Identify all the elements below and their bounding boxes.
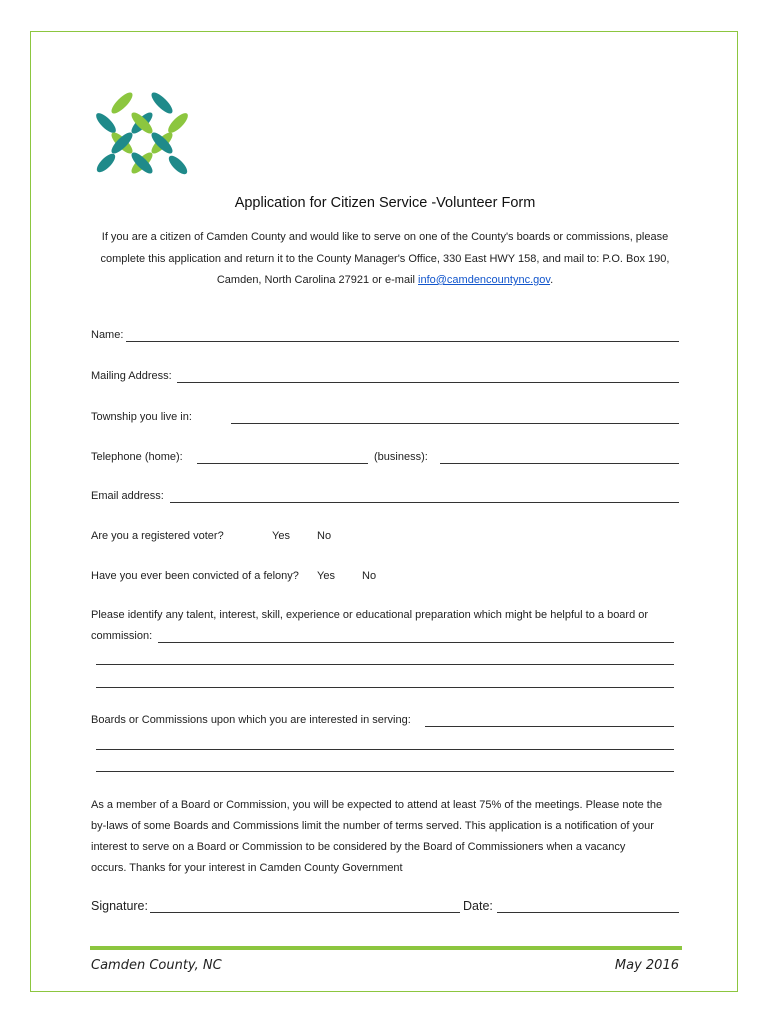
email-field[interactable] [170, 491, 679, 503]
telephone-home-field[interactable] [197, 452, 368, 464]
membership-notice [91, 795, 691, 879]
footer-rule [90, 946, 682, 950]
talent-label-line-1: Please identify any talent, interest, skill, experience or educational preparation which might be helpful to a board or [91, 609, 649, 621]
township-label: Township you live in: [91, 411, 192, 423]
talent-label-line-2: commission: [91, 630, 153, 642]
date-label: Date: [463, 899, 493, 913]
talent-field-line-3[interactable] [96, 676, 674, 688]
intro-line-3-end: . [550, 274, 554, 286]
telephone-home-label: Telephone (home): [91, 451, 183, 463]
footer-county: Camden County, NC [91, 958, 222, 973]
date-field[interactable] [497, 900, 679, 913]
notice-line-3: interest to serve on a Board or Commission to be considered by the Board of Commissioners when a vacancy [91, 841, 626, 853]
registered-voter-no[interactable]: No [317, 530, 332, 542]
intro-line-1: If you are a citizen of Camden County and would like to serve on one of the County's boards or commissions, please [101, 231, 669, 243]
boards-label: Boards or Commissions upon which you are interested in serving: [91, 714, 411, 726]
felony-no[interactable]: No [362, 570, 377, 582]
name-label: Name: [91, 329, 124, 341]
notice-line-1: As a member of a Board or Commission, you will be expected to attend at least 75% of the meetings. Please note the [91, 799, 663, 811]
mailing-address-label: Mailing Address: [91, 370, 172, 382]
intro-paragraph [85, 227, 685, 292]
intro-line-3-text: Camden, North Carolina 27921 or e-mail [216, 274, 419, 286]
email-label: Email address: [91, 490, 164, 502]
name-field[interactable] [126, 330, 679, 342]
talent-field-line-2[interactable] [96, 653, 674, 665]
signature-field[interactable] [150, 900, 460, 913]
township-field[interactable] [231, 412, 679, 424]
boards-field-line-2[interactable] [96, 738, 674, 750]
boards-field-line-3[interactable] [96, 760, 674, 772]
camden-county-leaf-logo-icon [92, 85, 192, 185]
mailing-address-field[interactable] [177, 371, 679, 383]
notice-line-4: occurs. Thanks for your interest in Camden County Government [91, 862, 403, 874]
form-title: Application for Citizen Service -Volunteer Form [234, 195, 536, 211]
boards-field-line-1[interactable] [425, 715, 674, 727]
telephone-business-field[interactable] [440, 452, 679, 464]
footer-date: May 2016 [614, 958, 679, 973]
felony-yes[interactable]: Yes [317, 570, 335, 582]
email-link[interactable]: info@camdencountync.gov [418, 274, 551, 286]
signature-label: Signature: [91, 899, 148, 913]
intro-line-2: complete this application and return it to the County Manager's Office, 330 East HWY 158, and mail to: P.O. Box 190, [100, 252, 670, 265]
registered-voter-yes[interactable]: Yes [272, 530, 290, 542]
intro-line-3 [85, 270, 685, 292]
notice-line-2: by-laws of some Boards and Commissions limit the number of terms served. This application is a notification of your [91, 820, 654, 832]
talent-field-line-1[interactable] [158, 631, 674, 643]
felony-label: Have you ever been convicted of a felony? [91, 570, 299, 582]
telephone-business-label: (business): [374, 451, 428, 463]
registered-voter-label: Are you a registered voter? [91, 530, 224, 542]
